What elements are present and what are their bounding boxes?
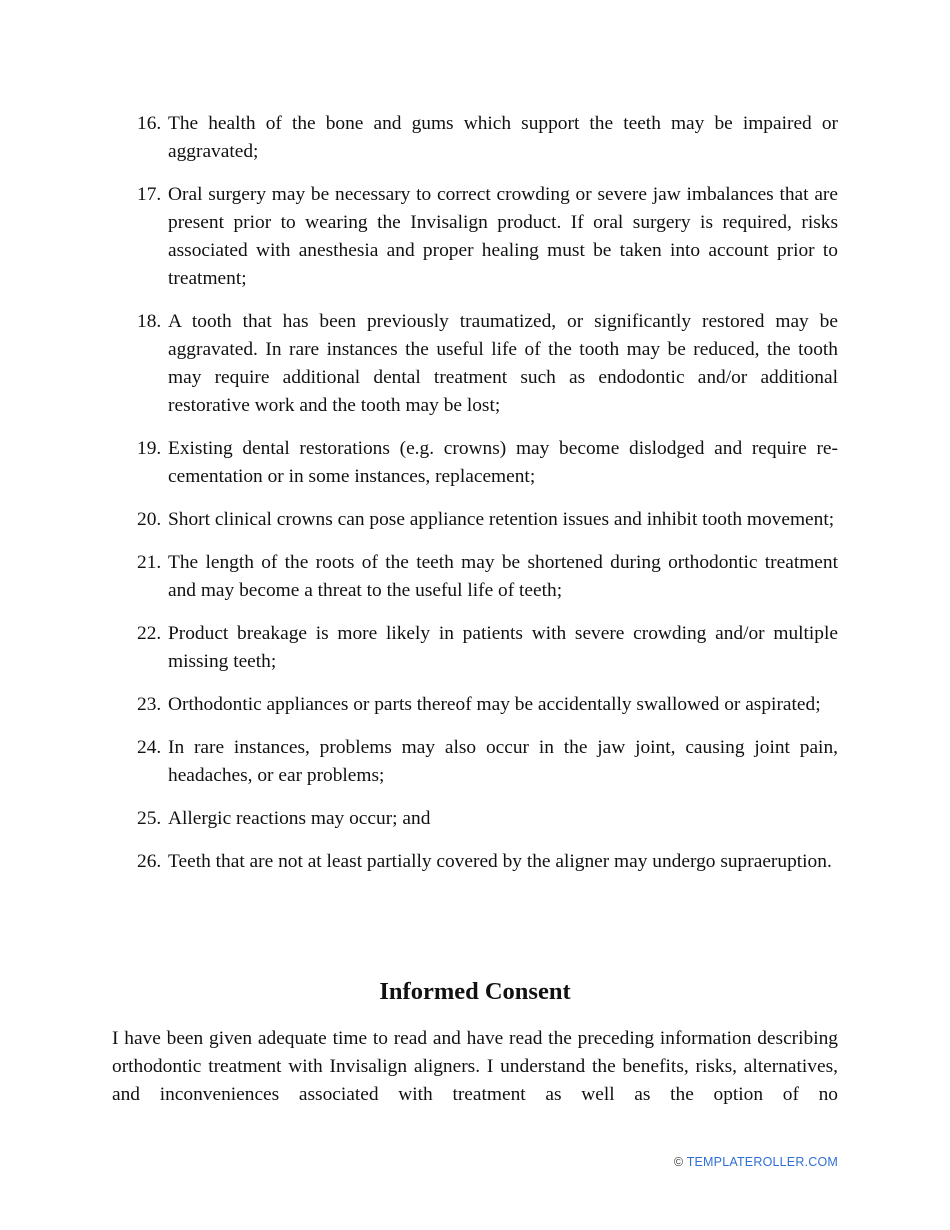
item-text: The health of the bone and gums which support the teeth may be impaired or aggravated; [168, 113, 838, 162]
item-text: Teeth that are not at least partially covered by the aligner may undergo supraeruption. [168, 851, 832, 872]
item-number: 18. [137, 311, 162, 332]
item-number: 24. [137, 737, 162, 758]
item-number: 17. [137, 184, 162, 205]
list-item [137, 308, 838, 420]
list-item [137, 181, 838, 293]
list-item [137, 506, 838, 534]
item-text: The length of the roots of the teeth may be shortened during orthodontic treatment and may become a threat to the useful life of teeth; [168, 552, 838, 601]
item-text: Oral surgery may be necessary to correct crowding or severe jaw imbalances that are present prior to wearing the Invisalign product. If oral surgery is required, risks associated with anesthesia and proper healing must be taken into account prior to treatment; [168, 184, 838, 289]
item-text: Short clinical crowns can pose appliance retention issues and inhibit tooth movement; [168, 509, 835, 530]
item-number: 21. [137, 552, 162, 573]
item-number: 19. [137, 438, 162, 459]
item-number: 25. [137, 808, 162, 829]
templateroller-link[interactable]: TEMPLATEROLLER.COM [686, 1155, 838, 1169]
item-number: 22. [137, 623, 162, 644]
item-text: Product breakage is more likely in patients with severe crowding and/or multiple missing teeth; [168, 623, 838, 672]
consent-paragraph: I have been given adequate time to read and have read the preceding information describing orthodontic treatment with Invisalign aligners. I understand the benefits, risks, alternatives, and inconveniences associated with treatment as well as the option of no [112, 1028, 838, 1105]
item-number: 20. [137, 509, 162, 530]
item-text: Orthodontic appliances or parts thereof may be accidentally swallowed or aspirated; [168, 694, 821, 715]
item-number: 23. [137, 694, 162, 715]
list-item [137, 110, 838, 166]
list-item [137, 691, 838, 719]
item-number: 16. [137, 113, 162, 134]
list-item [137, 435, 838, 491]
list-item [137, 805, 838, 833]
item-text: Allergic reactions may occur; and [168, 808, 431, 829]
item-text: In rare instances, problems may also occur in the jaw joint, causing joint pain, headaches, or ear problems; [168, 737, 838, 786]
risk-list [137, 110, 838, 891]
footer-credit [674, 1155, 838, 1169]
section-heading: Informed Consent [379, 978, 571, 1005]
item-text: Existing dental restorations (e.g. crowns) may become dislodged and require re-cementation or in some instances, replacement; [168, 438, 838, 487]
copyright-symbol: © [673, 1155, 684, 1169]
list-item [137, 848, 838, 876]
list-item [137, 734, 838, 790]
list-item [137, 549, 838, 605]
item-text: A tooth that has been previously traumatized, or significantly restored may be aggravated. In rare instances the useful life of the tooth may be reduced, the tooth may require additional dental treatment such as endodontic and/or additional restorative work and the tooth may be lost; [168, 311, 838, 416]
list-item [137, 620, 838, 676]
item-number: 26. [137, 851, 162, 872]
